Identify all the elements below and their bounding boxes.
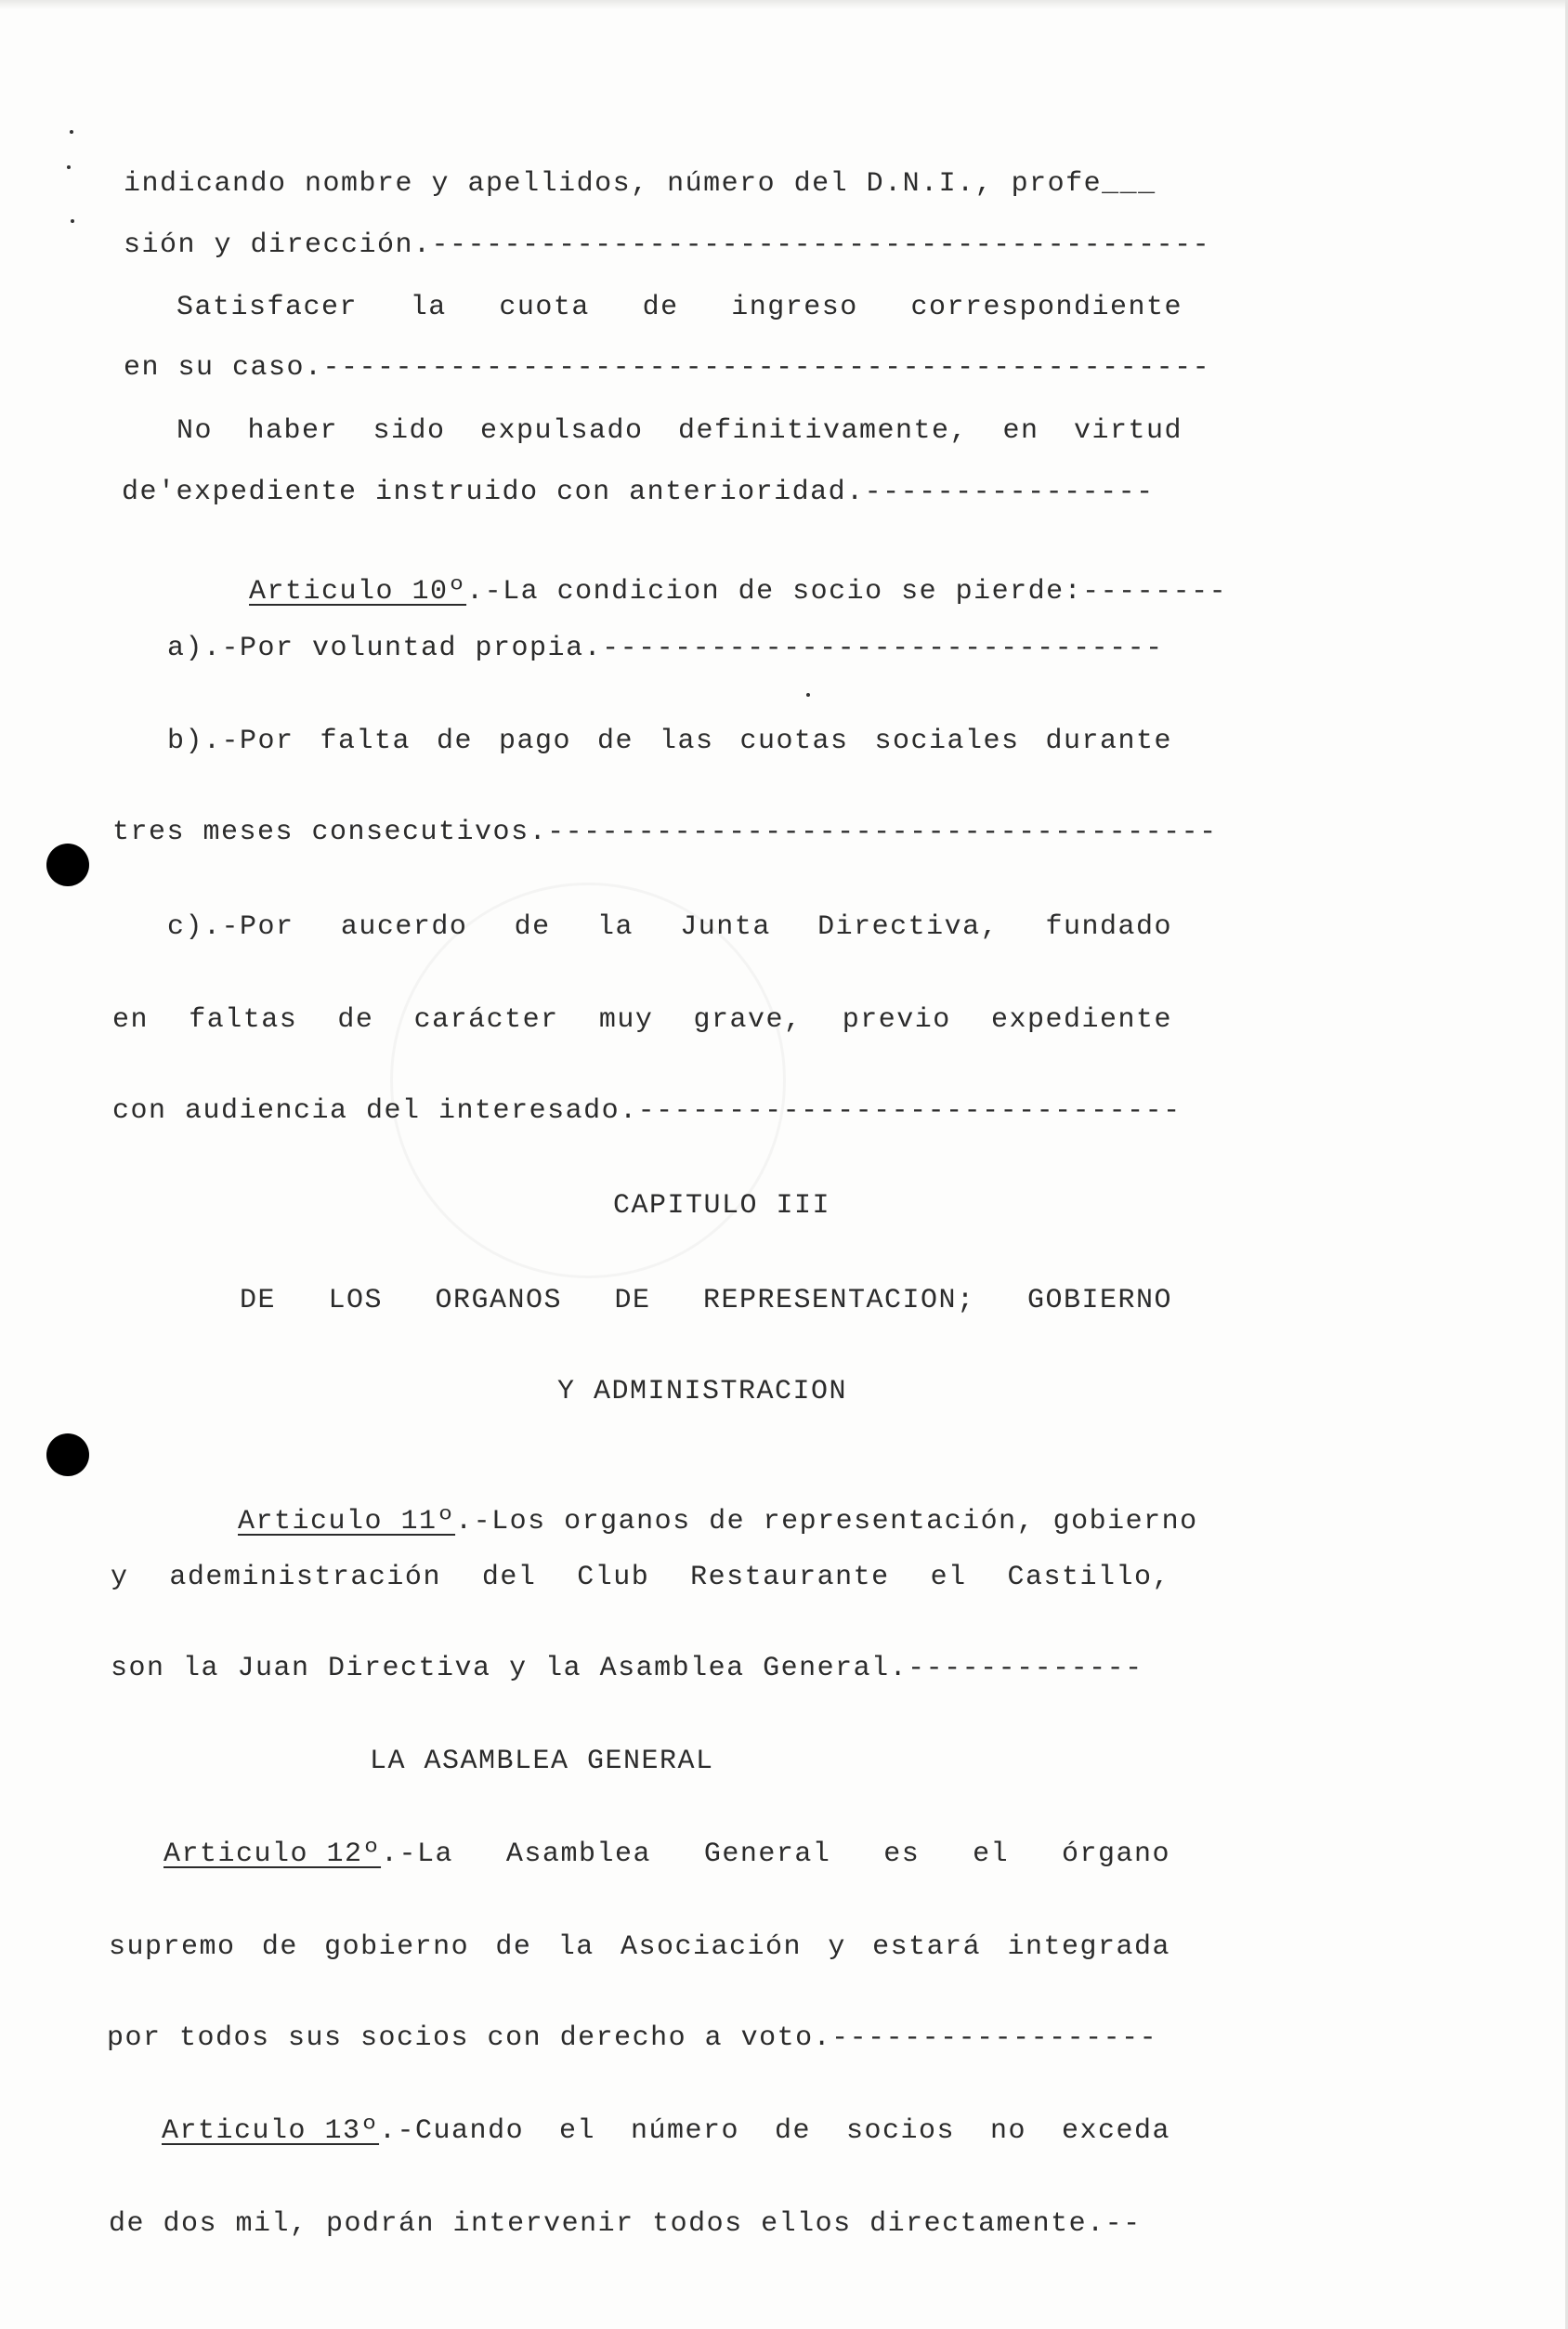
text-line-11: c).-Por aucerdo de la Junta Directiva, fundado: [167, 911, 1172, 943]
text-line-19: son la Juan Directiva y la Asamblea General.-------------: [111, 1653, 1143, 1684]
speck: [70, 130, 73, 134]
chapter-title-line-1: DE LOS ORGANOS DE REPRESENTACION; GOBIERNO: [240, 1285, 1172, 1316]
chapter-heading: CAPITULO III: [613, 1190, 831, 1222]
article-11-heading: Articulo 11º: [238, 1506, 456, 1537]
text-line-23: por todos sus socios con derecho a voto.------------------: [107, 2022, 1158, 2054]
article-12-line: [163, 1836, 1170, 1873]
text-line-25: de dos mil, podrán intervenir todos ellos directamente.--: [109, 2208, 1142, 2240]
article-12-text: .-La Asamblea General es el órgano: [381, 1838, 1170, 1870]
text-line-4: en su caso.-------------------------------------------------: [124, 352, 1211, 384]
text-line-18: y adeministración del Club Restaurante el Castillo,: [111, 1562, 1170, 1593]
punch-hole-lower: [46, 1433, 89, 1476]
article-12-heading: Articulo 12º: [163, 1838, 382, 1870]
text-line-9: b).-Por falta de pago de las cuotas sociales durante: [167, 726, 1172, 757]
punch-hole-upper: [46, 844, 89, 886]
text-line-2: sión y dirección.-------------------------------------------: [124, 229, 1211, 261]
text-line-22: supremo de gobierno de la Asociación y estará integrada: [109, 1931, 1170, 1963]
article-10-heading: Articulo 10º: [249, 576, 467, 608]
text-line-8: a).-Por voluntad propia.-------------------------------: [167, 633, 1164, 664]
speck: [806, 693, 810, 697]
article-10-text: .-La condicion de socio se pierde:--------: [466, 576, 1228, 608]
text-line-3: Satisfacer la cuota de ingreso correspondiente: [176, 292, 1183, 323]
speck: [67, 165, 71, 169]
text-line-12: en faltas de carácter muy grave, previo expediente: [112, 1004, 1172, 1036]
chapter-title-line-2: Y ADMINISTRACION: [557, 1376, 848, 1407]
article-11-text: .-Los organos de representación, gobierno: [455, 1506, 1198, 1537]
text-line-5: No haber sido expulsado definitivamente, en virtud: [176, 415, 1183, 447]
article-13-heading: Articulo 13º: [162, 2115, 380, 2147]
text-line-1: indicando nombre y apellidos, número del D.N.I., profe___: [124, 168, 1156, 200]
text-line-6: de'expediente instruido con anterioridad.----------------: [122, 477, 1155, 508]
speck: [71, 219, 74, 223]
text-line-13: con audiencia del interesado.------------------------------: [112, 1095, 1182, 1127]
section-heading: LA ASAMBLEA GENERAL: [370, 1746, 714, 1777]
article-13-line: [162, 2113, 1170, 2150]
article-13-text: .-Cuando el número de socios no exceda: [379, 2115, 1170, 2147]
text-line-10: tres meses consecutivos.-------------------------------------: [112, 817, 1218, 848]
